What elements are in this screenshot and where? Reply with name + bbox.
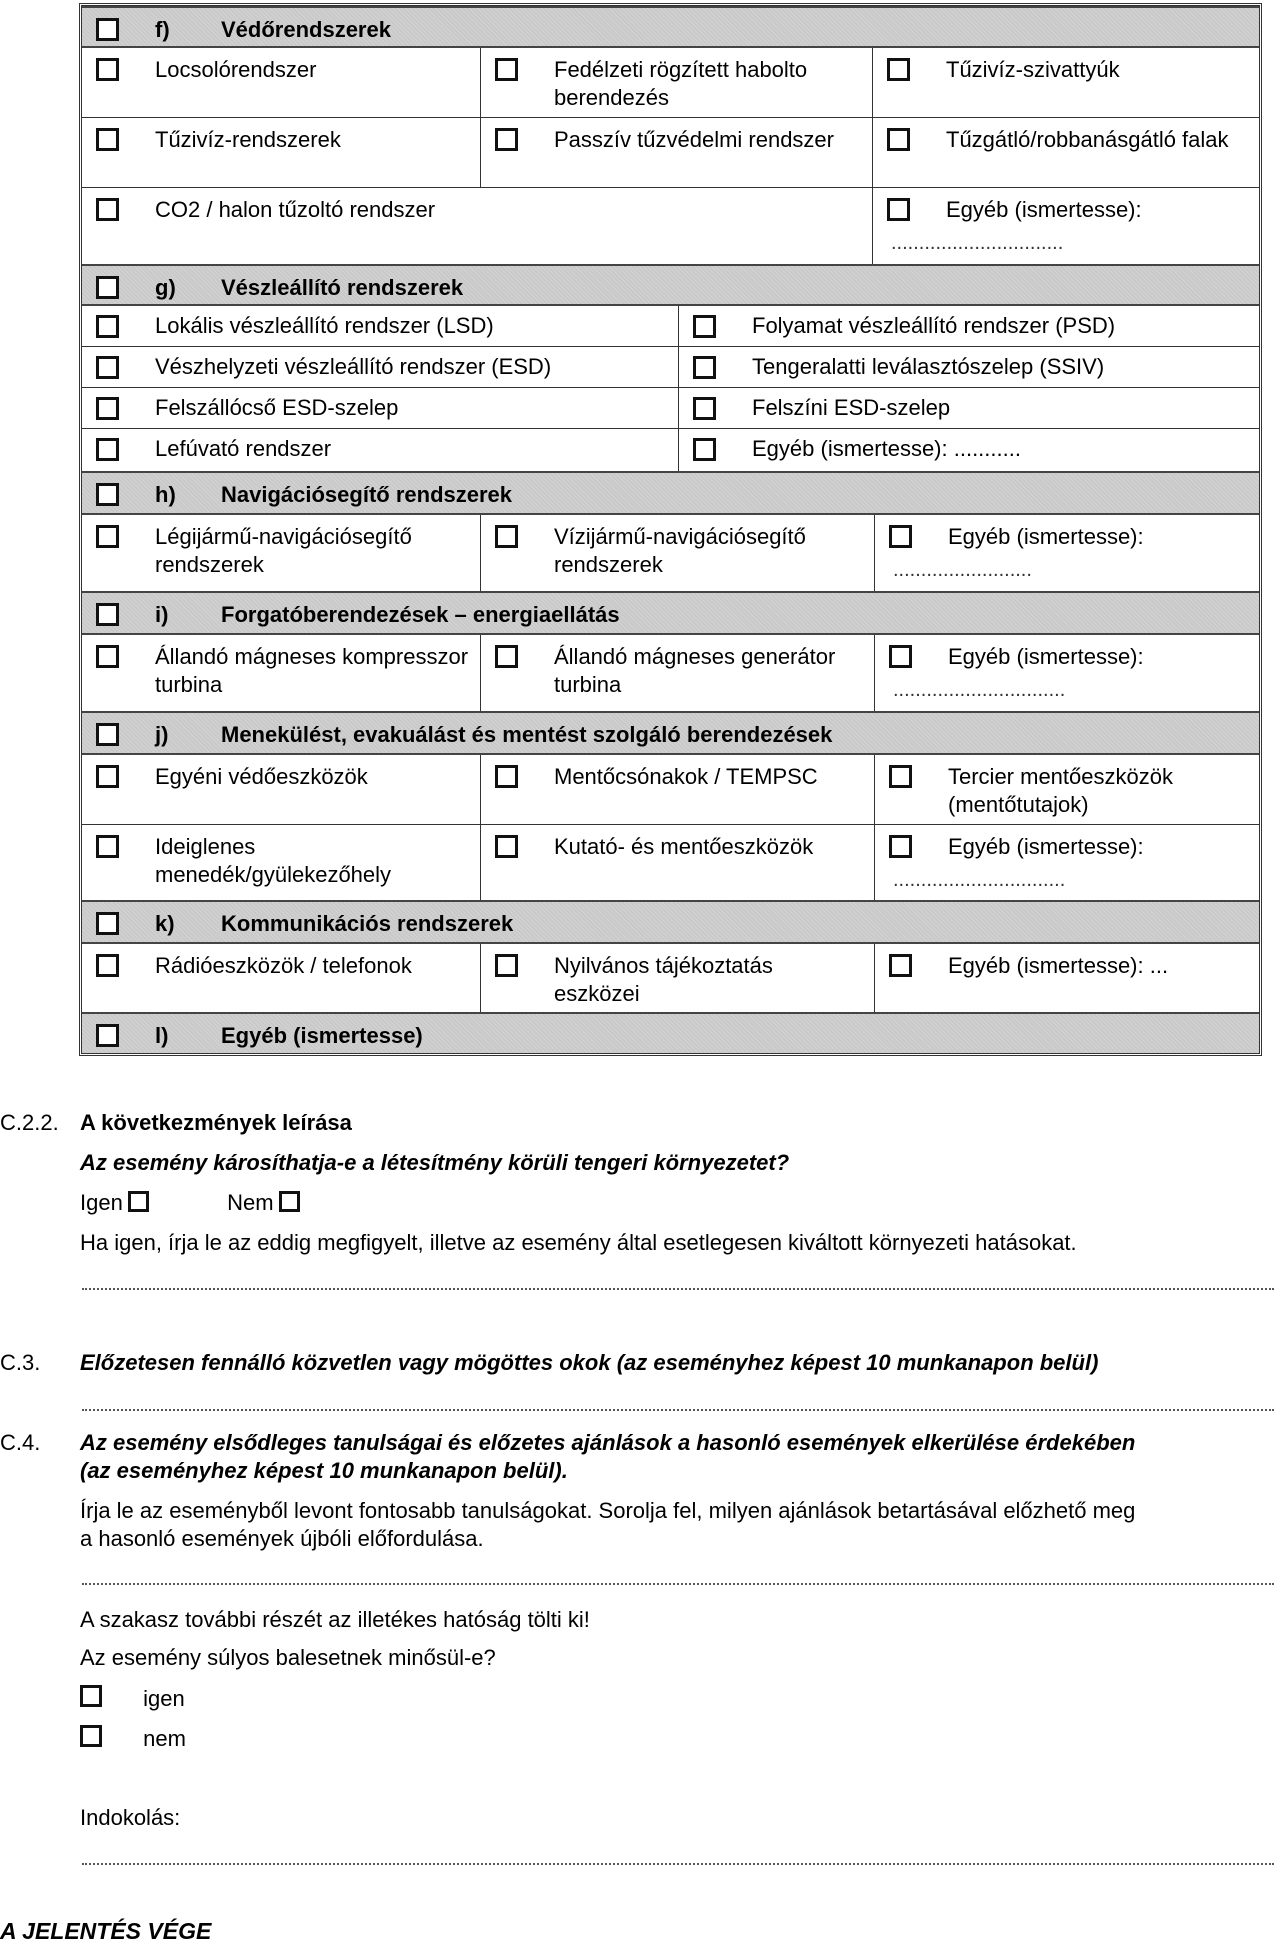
option-checkbox[interactable] — [495, 954, 518, 977]
option-checkbox[interactable] — [96, 315, 119, 338]
yes-label: Igen — [80, 1190, 123, 1215]
option-label: Fedélzeti rögzített habolto berendezés — [554, 57, 808, 110]
option-cell — [874, 755, 1259, 824]
section-i-checkbox[interactable] — [96, 603, 119, 626]
c4-answer-line[interactable] — [82, 1583, 1274, 1585]
option-checkbox[interactable] — [495, 765, 518, 788]
section-title: Forgatóberendezések – energiaellátás — [221, 602, 620, 627]
section-f-header — [82, 6, 1259, 48]
safety-systems-table — [79, 3, 1262, 1056]
igen-label: igen — [143, 1686, 185, 1711]
section-l-checkbox[interactable] — [96, 1024, 119, 1047]
option-label: Lokális vészleállító rendszer (LSD) — [155, 313, 494, 338]
section-title: Kommunikációs rendszerek — [221, 911, 514, 936]
section-letter: l) — [155, 1023, 169, 1048]
c4-body-line1: Írja le az eseményből levont fontosabb tanulságokat. Sorolja fel, milyen ajánlások betartásával előzhető meg — [80, 1498, 1136, 1523]
c4-heading-line1: Az esemény elsődleges tanulságai és előzetes ajánlások a hasonló események elkerülése érdekében — [80, 1430, 1136, 1455]
table-row — [82, 429, 1259, 471]
c4-heading-line2: (az eseményhez képest 10 munkanapon belül). — [80, 1458, 568, 1483]
option-label: Egyéb (ismertesse): — [948, 524, 1144, 549]
option-cell — [82, 118, 480, 187]
option-cell — [678, 347, 1259, 387]
option-label: Tűzgátló/robbanásgátló falak — [946, 127, 1229, 152]
option-label: Egyéb (ismertesse): — [948, 644, 1144, 669]
option-label: Felszállócső ESD-szelep — [155, 395, 399, 420]
option-cell — [480, 515, 874, 591]
option-label: Egyéb (ismertesse): ........... — [752, 436, 1021, 461]
option-checkbox[interactable] — [693, 397, 716, 420]
option-checkbox[interactable] — [889, 645, 912, 668]
c22-question: Az esemény károsíthatja-e a létesítmény körüli tengeri környezetet? — [80, 1150, 790, 1175]
c4-body-line2: a hasonló események újbóli előfordulása. — [80, 1526, 484, 1551]
option-checkbox[interactable] — [693, 356, 716, 379]
option-checkbox[interactable] — [96, 645, 119, 668]
option-cell — [480, 755, 874, 824]
table-row — [82, 755, 1259, 825]
table-row — [82, 48, 1259, 118]
option-cell — [82, 755, 480, 824]
section-letter: i) — [155, 602, 169, 627]
option-label: Légijármű-navigációsegítő rendszerek — [155, 524, 412, 577]
table-row — [82, 347, 1259, 388]
option-label: Vízijármű-navigációsegítő rendszerek — [554, 524, 806, 577]
table-row — [82, 388, 1259, 429]
option-cell — [82, 635, 480, 711]
table-row — [82, 515, 1259, 591]
option-cell — [480, 825, 874, 900]
report-end-text: A JELENTÉS VÉGE — [0, 1918, 212, 1944]
option-checkbox[interactable] — [96, 128, 119, 151]
section-h-checkbox[interactable] — [96, 483, 119, 506]
section-j-checkbox[interactable] — [96, 723, 119, 746]
option-cell — [82, 347, 678, 387]
section-k-checkbox[interactable] — [96, 912, 119, 935]
option-checkbox[interactable] — [495, 645, 518, 668]
option-label: Állandó mágneses generátor turbina — [554, 644, 836, 697]
option-nem[interactable] — [80, 1725, 186, 1752]
section-letter: g) — [155, 275, 176, 300]
section-number-c4: C.4. — [0, 1430, 41, 1455]
option-checkbox[interactable] — [495, 525, 518, 548]
option-cell — [678, 306, 1259, 346]
option-checkbox[interactable] — [889, 765, 912, 788]
section-number-c3: C.3. — [0, 1350, 41, 1375]
section-letter: j) — [155, 722, 169, 747]
option-label: Nyilvános tájékoztatás eszközei — [554, 953, 773, 1006]
table-row — [82, 306, 1259, 347]
option-cell — [480, 944, 874, 1012]
section-g-header — [82, 264, 1259, 306]
authority-note: A szakasz további részét az illetékes hatóság tölti ki! — [80, 1607, 590, 1632]
option-label: Kutató- és mentőeszközök — [554, 834, 814, 859]
option-cell — [82, 429, 678, 471]
option-checkbox[interactable] — [889, 525, 912, 548]
option-label: Tengeralatti leválasztószelep (SSIV) — [752, 354, 1105, 379]
option-cell — [480, 48, 872, 117]
option-cell — [872, 118, 1259, 187]
option-cell — [82, 388, 678, 428]
c22-answer-line[interactable] — [82, 1288, 1274, 1290]
option-cell — [480, 635, 874, 711]
option-cell — [82, 48, 480, 117]
option-cell — [82, 188, 872, 264]
option-checkbox[interactable] — [96, 356, 119, 379]
c22-heading: A következmények leírása — [80, 1110, 352, 1135]
nem-label: nem — [143, 1726, 186, 1751]
option-checkbox[interactable] — [889, 835, 912, 858]
option-cell — [82, 825, 480, 900]
justification-answer-line[interactable] — [82, 1863, 1274, 1865]
option-checkbox[interactable] — [96, 58, 119, 81]
section-f-checkbox[interactable] — [96, 18, 119, 41]
major-accident-question: Az esemény súlyos balesetnek minősül-e? — [80, 1645, 496, 1670]
section-h-header — [82, 471, 1259, 515]
option-label: Felszíni ESD-szelep — [752, 395, 951, 420]
option-checkbox[interactable] — [96, 954, 119, 977]
option-label: Egyéni védőeszközök — [155, 764, 368, 789]
option-cell — [82, 515, 480, 591]
c3-answer-line[interactable] — [82, 1409, 1274, 1411]
section-g-checkbox[interactable] — [96, 276, 119, 299]
option-label: Tűzivíz-rendszerek — [155, 127, 341, 152]
section-letter: k) — [155, 911, 175, 936]
option-checkbox[interactable] — [887, 58, 910, 81]
section-letter: f) — [155, 17, 170, 42]
section-title: Egyéb (ismertesse) — [221, 1023, 423, 1048]
option-label: Passzív tűzvédelmi rendszer — [554, 127, 834, 152]
table-row — [82, 944, 1259, 1012]
other-fill-line[interactable]: ............................... — [893, 869, 1066, 891]
section-title: Menekülést, evakuálást és mentést szolgáló berendezések — [221, 722, 833, 747]
table-row — [82, 188, 1259, 264]
option-checkbox[interactable] — [96, 438, 119, 461]
option-label: Rádióeszközök / telefonok — [155, 953, 412, 978]
option-checkbox[interactable] — [693, 315, 716, 338]
section-title: Vészleállító rendszerek — [221, 275, 464, 300]
option-label: Tűzivíz-szivattyúk — [946, 57, 1120, 82]
table-row — [82, 635, 1259, 711]
option-checkbox[interactable] — [887, 128, 910, 151]
other-fill-line[interactable]: ......................... — [893, 559, 1032, 581]
option-cell — [678, 429, 1259, 471]
option-cell — [872, 188, 1259, 264]
section-l-header — [82, 1012, 1259, 1053]
option-checkbox[interactable] — [889, 954, 912, 977]
option-cell — [480, 118, 872, 187]
section-title: Védőrendszerek — [221, 17, 391, 42]
option-checkbox[interactable] — [96, 397, 119, 420]
option-checkbox[interactable] — [495, 835, 518, 858]
section-k-header — [82, 900, 1259, 944]
option-cell — [82, 944, 480, 1012]
option-label: Ideiglenes menedék/gyülekezőhely — [155, 834, 392, 887]
section-j-header — [82, 711, 1259, 755]
no-label: Nem — [227, 1190, 274, 1215]
nem-checkbox[interactable] — [80, 1725, 102, 1747]
section-title: Navigációsegítő rendszerek — [221, 482, 513, 507]
option-label: Mentőcsónakok / TEMPSC — [554, 764, 818, 789]
c3-heading: Előzetesen fennálló közvetlen vagy mögöttes okok (az eseményhez képest 10 munkanapon belül) — [80, 1350, 1099, 1375]
option-checkbox[interactable] — [96, 765, 119, 788]
option-checkbox[interactable] — [96, 835, 119, 858]
option-checkbox[interactable] — [887, 198, 910, 221]
option-label: Állandó mágneses kompresszor turbina — [155, 644, 469, 697]
option-cell — [82, 306, 678, 346]
option-label: Tercier mentőeszközök (mentőtutajok) — [948, 764, 1173, 817]
other-fill-line[interactable]: ............................... — [893, 679, 1066, 701]
option-checkbox[interactable] — [495, 58, 518, 81]
c22-instruction: Ha igen, írja le az eddig megfigyelt, illetve az esemény által esetlegesen kiváltott környezeti hatásokat. — [80, 1230, 1077, 1255]
option-cell — [874, 515, 1259, 591]
option-cell — [874, 825, 1259, 900]
option-checkbox[interactable] — [96, 198, 119, 221]
c22-answer-options — [80, 1190, 300, 1216]
option-label: Egyéb (ismertesse): — [948, 834, 1144, 859]
option-label: Folyamat vészleállító rendszer (PSD) — [752, 313, 1116, 338]
section-letter: h) — [155, 482, 176, 507]
option-label: CO2 / halon tűzoltó rendszer — [155, 197, 436, 222]
table-row — [82, 118, 1259, 188]
justification-label: Indokolás: — [80, 1805, 181, 1830]
option-label: Vészhelyzeti vészleállító rendszer (ESD) — [155, 354, 552, 379]
option-checkbox[interactable] — [693, 438, 716, 461]
option-cell — [872, 48, 1259, 117]
option-label: Egyéb (ismertesse): — [946, 197, 1142, 222]
section-i-header — [82, 591, 1259, 635]
option-label: Locsolórendszer — [155, 57, 317, 82]
option-label: Lefúvató rendszer — [155, 436, 332, 461]
option-checkbox[interactable] — [495, 128, 518, 151]
yes-checkbox[interactable] — [128, 1191, 149, 1212]
no-checkbox[interactable] — [279, 1191, 300, 1212]
section-number-c22: C.2.2. — [0, 1110, 59, 1135]
other-fill-line[interactable]: ............................... — [891, 232, 1064, 254]
option-checkbox[interactable] — [96, 525, 119, 548]
option-igen[interactable] — [80, 1685, 185, 1712]
option-label: Egyéb (ismertesse): ... — [948, 953, 1169, 978]
igen-checkbox[interactable] — [80, 1685, 102, 1707]
table-row — [82, 825, 1259, 900]
option-cell — [678, 388, 1259, 428]
option-cell — [874, 635, 1259, 711]
option-cell — [874, 944, 1259, 1012]
